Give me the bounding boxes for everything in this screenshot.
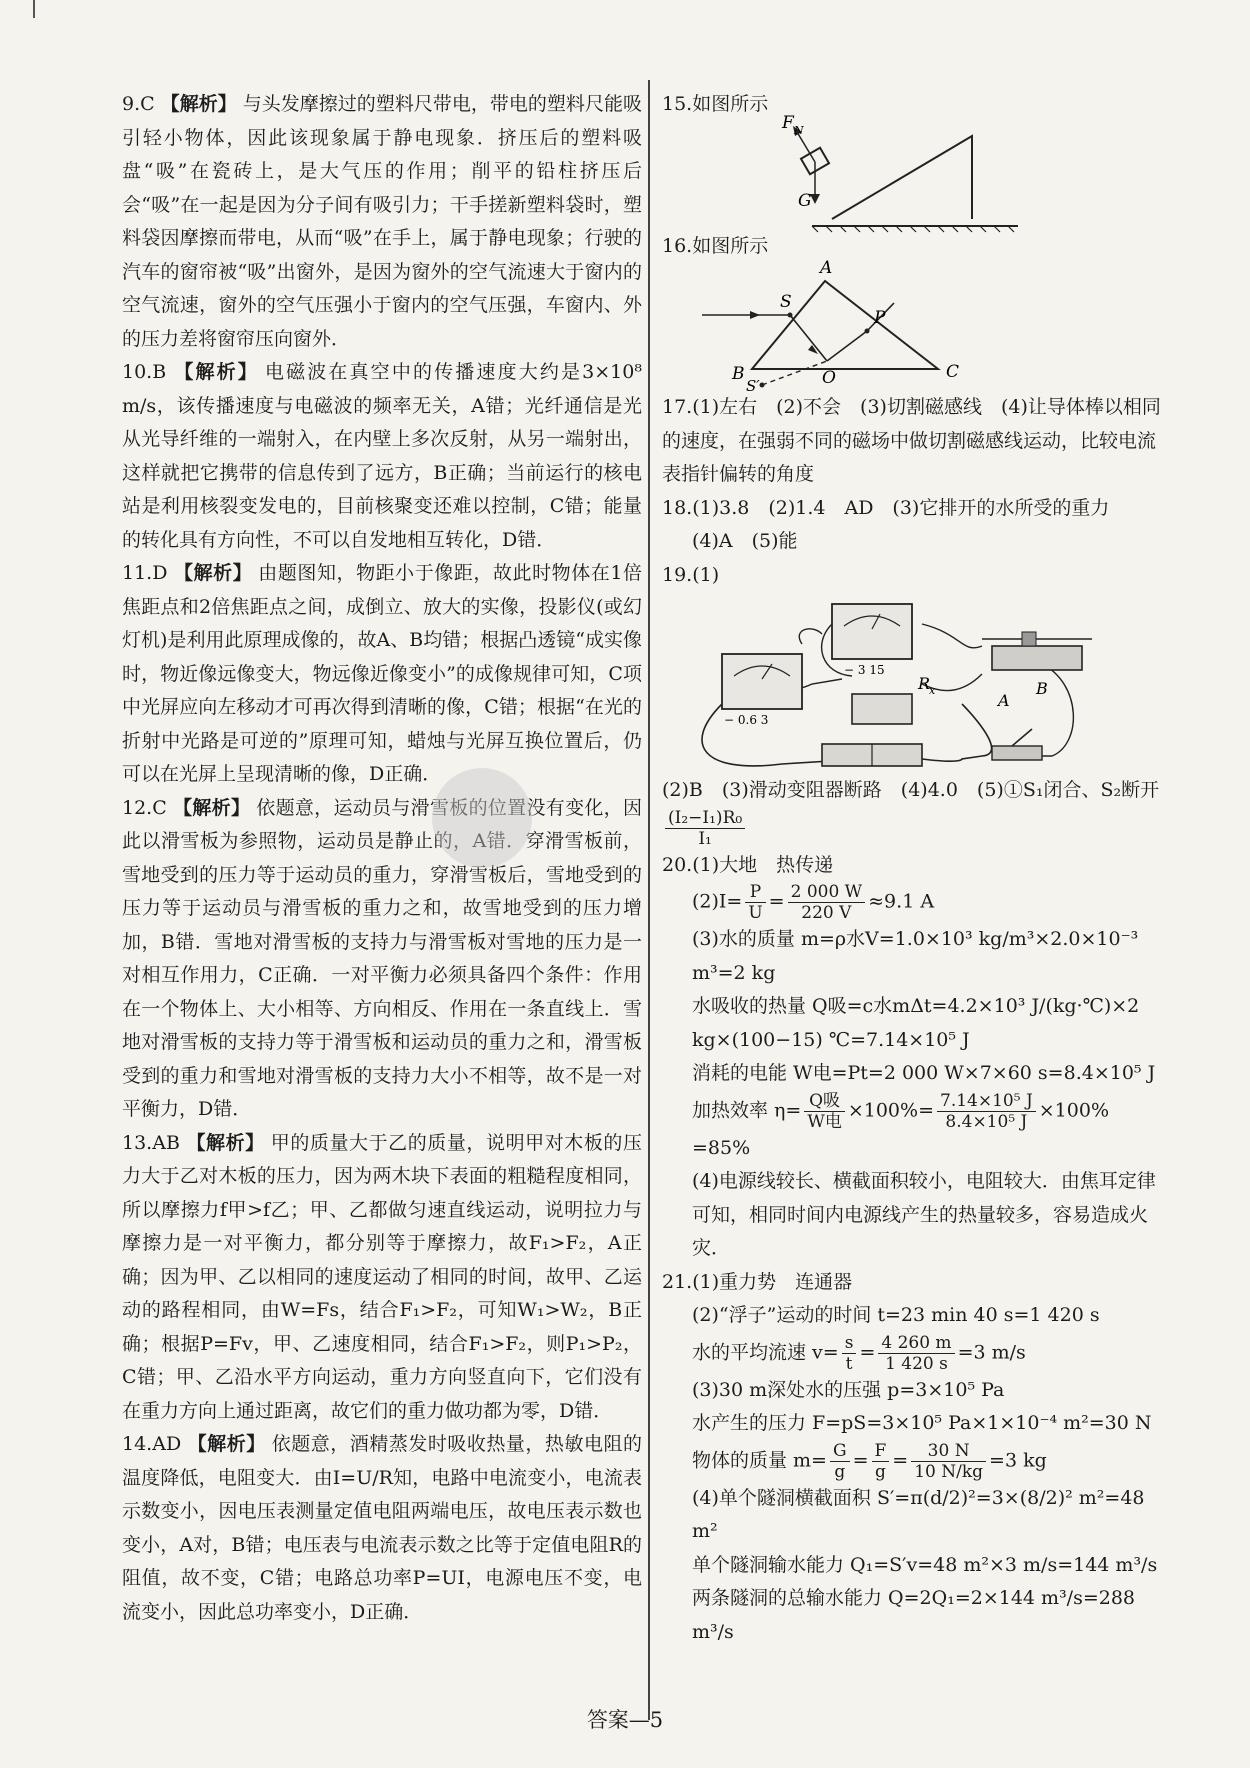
rx-label: R — [918, 674, 931, 693]
answer-19: 19.(1) — [662, 563, 720, 586]
prism-o-label: O — [822, 368, 836, 388]
rheostat-a-label: A — [998, 691, 1010, 710]
answer-21-3c: 物体的质量 m= $\frac{G}{g}$ = $\frac{F}{g}$ = $\frac{30 N}{10 N/kg}$ =3 kg — [692, 1440, 1047, 1482]
answer-21-3a: (3)30 m深处水的压强 p=3×10⁵ Pa — [692, 1378, 1005, 1401]
answer-10: 10.B 【解析】 电磁波在真空中的传播速度大约是3×10⁸ m/s，该传播速度与电磁波的频率无关，A错；光纤通信是光从光导纤维的一端射入，在内壁上多次反射，从另一端射出，这样就把它携带的信息传到了远方，B正确；当前运行的核电站是利用核裂变发电的，目前核聚变还难以控制，C错；能量的转化具有方向性，不可以自发地相互转化，D错． — [122, 361, 642, 551]
voltmeter-scale: − 3 15 — [844, 663, 885, 677]
answer-21-2a: (2)“浮子”运动的时间 t=23 min 40 s=1 420 s — [692, 1304, 1100, 1326]
left-column — [122, 88, 642, 1629]
prism-b-label: B — [732, 364, 745, 384]
answer-11: 11.D 【解析】 由题图知，物距小于像距，故此时物体在1倍焦距点和2倍焦距点之间，成倒立、放大的实像，投影仪(或幻灯机)是利用此原理成像的，故A、B均错；根据凸透镜“成实像时，物近像远像变大，物远像近像变小”的成像规律可知，C项中光屏应向左移动才可再次得到清晰的像，C错；根据“在光的折射中光路是可逆的”原理可知，蜡烛与光屏互换位置后，仍可以在光屏上呈现清晰的像，D正确． — [122, 562, 642, 785]
answer-20-3c: 消耗的电能 W电=Pt=2 000 W×7×60 s=8.4×10⁵ J — [692, 1062, 1156, 1084]
right-column — [662, 88, 1172, 1649]
corner-mark — [33, 0, 35, 18]
column-divider — [648, 80, 650, 1720]
answer-20-4: (4)电源线较长、横截面积较小，电阻较大．由焦耳定律可知，相同时间内电源线产生的热量较多，容易造成火灾． — [692, 1170, 1156, 1259]
answer-21-1: 21.(1)重力势 连通器 — [662, 1270, 853, 1293]
answer-16: 16.如图所示 — [662, 234, 769, 257]
answer-18-line2: (4)A (5)能 — [692, 530, 798, 552]
answer-20-2: (2)I= $\frac{P}{U}$ = $\frac{2 000 W}{220 V}$ ≈9.1 A — [692, 882, 935, 923]
page-footer: 答案—5 — [586, 1708, 664, 1732]
fn-label: F — [782, 112, 794, 133]
answer-20-3a: (3)水的质量 m=ρ水V=1.0×10³ kg/m³×2.0×10⁻³ m³=2 kg — [692, 928, 1139, 984]
answer-20-3d: 加热效率 η= $\frac{\text{Q吸}}{\text{W电}}$ ×100%= $\frac{\text{7.14×10⁵ J}}{\text{8.4×10⁵ J}}$ ×100% — [692, 1090, 1110, 1132]
rx-sub-label: x — [929, 684, 936, 697]
incline-diagram — [662, 104, 1172, 234]
watermark-stamp — [432, 768, 532, 868]
answer-20-3e: =85% — [692, 1136, 751, 1159]
answer-21-4c: 两条隧洞的总输水能力 Q=2Q₁=2×144 m³/s=288 m³/s — [692, 1587, 1136, 1643]
answer-15: 15.如图所示 — [662, 93, 769, 115]
prism-diagram — [662, 251, 1172, 391]
answer-21-3b: 水产生的压力 F=pS=3×10⁵ Pa×1×10⁻⁴ m²=30 N — [692, 1412, 1152, 1434]
prism-s-prime-label: S′ — [746, 377, 760, 391]
prism-a-label: A — [820, 258, 833, 278]
answer-19-part2: (2)B (3)滑动变阻器断路 (4)4.0 (5)①S₁闭合、S₂断开 $\frac{\text{(I₂−I₁)R₀}}{\text{I₁}}$ — [662, 779, 1160, 849]
answer-20-3b: 水吸收的热量 Q吸=c水mΔt=4.2×10³ J/(kg·℃)×2 kg×(100−15) ℃=7.14×10⁵ J — [692, 995, 1140, 1051]
prism-s-label: S — [780, 292, 792, 312]
prism-p-label: P — [874, 308, 886, 328]
g-label: G — [798, 190, 812, 211]
fn-sub-label: N — [794, 123, 804, 137]
answer-18-line1: 18.(1)3.8 (2)1.4 AD (3)它排开的水所受的重力 — [662, 496, 1110, 519]
answer-14: 14.AD 【解析】 依题意，酒精蒸发时吸收热量，热敏电阻的温度降低，电阻变大．由I=U/R知，电路中电流变小，电流表示数变小，因电压表测量定值电阻两端电压，故电压表示数也变小，A对，B错；电压表与电流表示数之比等于定值电阻R的阻值，故不变，C错；电路总功率P=UI，电源电压不变，电流变小，因此总功率变小，D正确． — [122, 1433, 642, 1623]
circuit-diagram — [662, 584, 1172, 774]
answer-9: 9.C 【解析】 与头发摩擦过的塑料尺带电，带电的塑料尺能吸引轻小物体，因此该现象属于静电现象．挤压后的塑料吸盘“吸”在瓷砖上，是大气压的作用；削平的铅柱挤压后会“吸”在一起是因为分子间有吸引力；干手搓新塑料袋时，塑料袋因摩擦而带电，从而“吸”在手上，属于静电现象；行驶的汽车的窗帘被“吸”出窗外，是因为窗外的空气流速大于窗内的空气流速，窗外的空气压强小于窗内的空气压强，车窗内、外的压力差将窗帘压向窗外． — [122, 93, 642, 350]
rheostat-b-label: B — [1036, 679, 1048, 698]
answer-21-4b: 单个隧洞输水能力 Q₁=S′v=48 m²×3 m/s=144 m³/s — [692, 1553, 1158, 1576]
ammeter-scale: − 0.6 3 — [724, 713, 769, 727]
prism-c-label: C — [946, 362, 960, 382]
answer-13: 13.AB 【解析】 甲的质量大于乙的质量，说明甲对木板的压力大于乙对木板的压力，因为两木块下表面的粗糙程度相同，所以摩擦力f甲>f乙；甲、乙都做匀速直线运动，说明拉力与摩擦力是一对平衡力，都分别等于摩擦力，故F₁>F₂，A正确；因为甲、乙以相同的速度运动了相同的时间，故甲、乙运动的路程相同，由W=Fs，结合F₁>F₂，可知W₁>W₂，B正确；根据P=Fv，甲、乙速度相同，结合F₁>F₂，则P₁>P₂，C错；甲、乙沿水平方向运动，重力方向竖直向下，它们没有在重力方向上通过距离，故它们的重力做功都为零，D错． — [122, 1131, 642, 1422]
answer-21-4a: (4)单个隧洞横截面积 S′=π(d/2)²=3×(8/2)² m²=48 m² — [692, 1486, 1145, 1542]
answer-19-fraction: $\frac{\text{(I₂−I₁)R₀}}{\text{I₁}}$ — [665, 808, 745, 849]
answer-12: 12.C 【解析】 依题意，运动员与滑雪板的位置没有变化，因此以滑雪板为参照物，运动员是静止的，A错．穿滑雪板前，雪地受到的压力等于运动员的重力，穿滑雪板后，雪地受到的压力等于运动员与滑雪板的重力之和，故雪地受到的压力增加，B错．雪地对滑雪板的支持力与滑雪板对雪地的压力是一对相互作用力，C正确．一对平衡力必须具备四个条件：作用在一个物体上、大小相等、方向相反、作用在一条直线上．雪地对滑雪板的支持力等于滑雪板和运动员的重力之和，滑雪板受到的重力和雪地对滑雪板的支持力大小不相等，故不是一对平衡力，D错． — [122, 796, 642, 1120]
answer-17: 17.(1)左右 (2)不会 (3)切割磁感线 (4)让导体棒以相同的速度，在强弱不同的磁场中做切割磁感线运动，比较电流表指针偏转的角度 — [662, 396, 1161, 485]
answer-20-1: 20.(1)大地 热传递 — [662, 853, 834, 876]
answer-21-2b: 水的平均流速 v= $\frac{s}{t}$ = $\frac{4 260 m}{1 420 s}$ =3 m/s — [692, 1332, 1026, 1374]
